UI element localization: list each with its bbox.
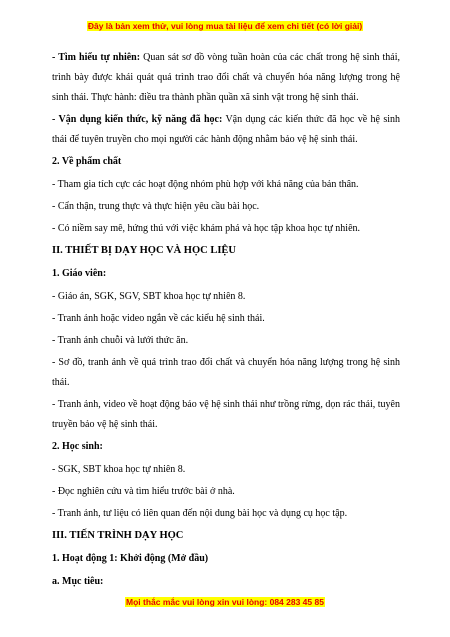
- list-item: - Tranh ảnh hoặc video ngắn về các kiểu hệ sinh thái.: [52, 313, 265, 324]
- list-item: - Tham gia tích cực các hoạt động nhóm phù hợp với khả năng của bản thân.: [52, 179, 359, 190]
- list-item: - Đọc nghiên cứu và tìm hiểu trước bài ở nhà.: [52, 486, 235, 497]
- bold-lead: - Vận dụng kiến thức, kỹ năng đã học:: [52, 114, 223, 125]
- paragraph-tim-hieu-tu-nhien: [52, 48, 400, 108]
- heading-hoat-dong-1: 1. Hoạt động 1: Khởi động (Mở đầu): [52, 553, 209, 564]
- bold-lead: - Tìm hiểu tự nhiên:: [52, 52, 141, 63]
- paragraph-text: Vận dụng các kiến thức đã học về hệ sinh thái để tuyên truyền cho mọi người các hành động nhằm bảo vệ hệ sinh thái.: [52, 114, 400, 145]
- list-item: - Giáo án, SGK, SGV, SBT khoa học tự nhiên 8.: [52, 291, 246, 302]
- list-item: - Tranh ảnh, video về hoạt động bảo vệ hệ sinh thái như trồng rừng, dọn rác thải, tuyên truyền bảo vệ hệ sinh thái.: [52, 399, 400, 430]
- document-body: [52, 48, 400, 595]
- preview-notice-banner: [0, 21, 450, 31]
- paragraph-text: Quan sát sơ đồ vòng tuần hoàn của các chất trong hệ sinh thái, trình bày được khái quát quá trình trao đổi chất và chuyển hóa năng lượng trong hệ sinh thái. Thực hành: điều tra thành phần quần xã sinh vật trong hệ sinh thái.: [52, 52, 400, 103]
- heading-giao-vien: 1. Giáo viên:: [52, 268, 107, 279]
- heading-hoc-sinh: 2. Học sinh:: [52, 441, 103, 452]
- heading-muc-tieu: a. Mục tiêu:: [52, 576, 104, 587]
- contact-notice-banner: [0, 597, 450, 607]
- list-item: - Có niềm say mê, hứng thú với việc khám phá và học tập khoa học tự nhiên.: [52, 223, 361, 234]
- list-item: - Cẩn thận, trung thực và thực hiện yêu cầu bài học.: [52, 201, 260, 212]
- list-item: - Sơ đồ, tranh ảnh về quá trình trao đổi chất và chuyển hóa năng lượng trong hệ sinh thái.: [52, 357, 400, 388]
- list-item: - SGK, SBT khoa học tự nhiên 8.: [52, 464, 186, 475]
- heading-section-2: II. THIẾT BỊ DẠY HỌC VÀ HỌC LIỆU: [52, 245, 236, 256]
- paragraph-van-dung: [52, 110, 400, 150]
- heading-pham-chat: 2. Về phẩm chất: [52, 156, 122, 167]
- list-item: - Tranh ảnh chuỗi và lưới thức ăn.: [52, 335, 189, 346]
- list-item: - Tranh ảnh, tư liệu có liên quan đến nội dung bài học và dụng cụ học tập.: [52, 508, 348, 519]
- contact-notice-text: Mọi thắc mắc vui lòng xin vui lòng: 084 283 45 85: [126, 597, 324, 607]
- preview-notice-text: Đây là bản xem thử, vui lòng mua tài liệu để xem chi tiết (có lời giải): [87, 21, 363, 31]
- heading-section-3: III. TIẾN TRÌNH DẠY HỌC: [52, 530, 184, 541]
